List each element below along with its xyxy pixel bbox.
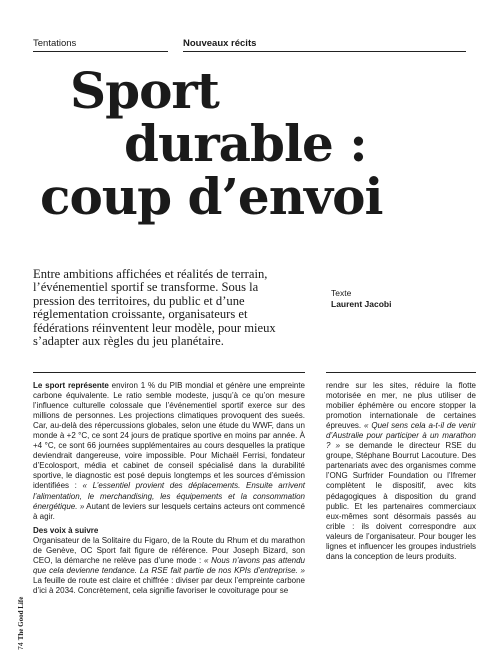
folio: [17, 590, 27, 650]
body-column-2: [326, 381, 476, 562]
rubric-label: Nouveaux récits: [183, 38, 257, 49]
article-title: [40, 61, 490, 226]
subheading: Des voix à suivre: [33, 525, 99, 535]
lead-in: Le sport représente: [33, 381, 109, 390]
magazine-name: The Good Life: [17, 596, 25, 641]
body-paragraph-2: Organisateur de la Solitaire du Figaro, de la Route du Rhum et du marathon de Genève, OC Sport fait figure de référence. Pour Joseph Bizard, son CEO, la démarche ne relève pas d’une mode : « Nous n’avons pas attendu que cela devienne tendance. La RSE fait partie de nos KPIs d’entreprise. » La feuille de route est claire et chiffrée : diviser par deux l’empreinte carbone d’ici à 2034. Concrètement, cela signifie favoriser le covoiturage pour se: [33, 535, 305, 595]
section-label: Tentations: [33, 38, 77, 49]
page-number: 74: [18, 642, 25, 650]
body-paragraph-3: rendre sur les sites, réduire la flotte motorisée en mer, ne plus utiliser de mobilier éphémère ou encore stopper la promotion internationale de certaines épreuves. « Quel sens cela a-t-il de venir d’Australie pour participer à un marathon ? » se demande le directeur RSE du groupe, Stéphane Bourrut Lacouture. Des partenariats avec des organismes comme l’ONG Surfrider Foundation ou l’Ifremer complètent le dispositif, avec kits pédagogiques à disposition du grand public. Et les partenaires commerciaux eux-mêmes sont désormais passés au crible : ils doivent correspondre aux valeurs de l’organisateur. Pour bouger les lignes et influencer les groupes industriels dans la conception de leurs produits.: [326, 381, 477, 561]
author-credit: [331, 288, 391, 310]
credit-author: Laurent Jacobi: [331, 299, 392, 309]
column-rule-left: [33, 372, 305, 373]
column-rule-right: [326, 372, 476, 373]
body-paragraph-1: Le sport représente environ 1 % du PIB mondial et génère une empreinte carbone équivalente. Le ratio semble modeste, jusqu’à ce qu’on mesure l’influence culturelle colossale que l’événementiel sportif exerce sur des millions de personnes. Les projections climatiques provoquent des sueés. Car, au-delà des répercussions globales, selon une étude du WWF, dans un monde à +2 °C, ce sont 24 jours de pratique sportive en moins par année. À +4 °C, ce sont 66 journées supplémentaires au cours desquelles la pratique deviendrait dangereuse, voire impossible. Pour Michaël Ferrisi, fondateur d’Ecolosport, média et cabinet de conseil spécialisé dans la durabilité sportive, le diagnostic est posé depuis longtemps et les sources d’émission identifiées : « L’essentiel provient des déplacements. Ensuite arrivent l’alimentation, le merchandising, les équipements et la consommation énergétique. » Autant de leviers sur lesquels certains acteurs ont commencé à agir.: [33, 381, 305, 521]
header-rule-right: [183, 51, 466, 52]
body-column-1: [33, 381, 305, 596]
title-line-1: Sport: [70, 61, 219, 120]
title-line-3: coup d’envoi: [40, 167, 383, 226]
title-line-2: durable :: [124, 114, 367, 173]
header-rule-left: [33, 51, 168, 52]
quote: « L’essentiel provient des déplacements. Ensuite arrivent l’alimentation, le merchandising, les équipements et la consommation énergétique. »: [33, 481, 305, 511]
credit-label: Texte: [331, 288, 352, 298]
article-dek: Entre ambitions affichées et réalités de terrain, l’événementiel sportif se transforme. Sous la pression des territoires, du public et d’une réglementation croissante, organisateurs et fédérations réinventent leur modèle, pour mieux s’adapter aux règles du jeu planétaire.: [33, 267, 276, 349]
quote: « Quel sens cela a-t-il de venir d’Australie pour participer à un marathon ? »: [326, 421, 476, 451]
quote: « Nous n’avons pas attendu que cela devienne tendance. La RSE fait partie de nos KPIs d’entreprise. »: [33, 555, 305, 575]
